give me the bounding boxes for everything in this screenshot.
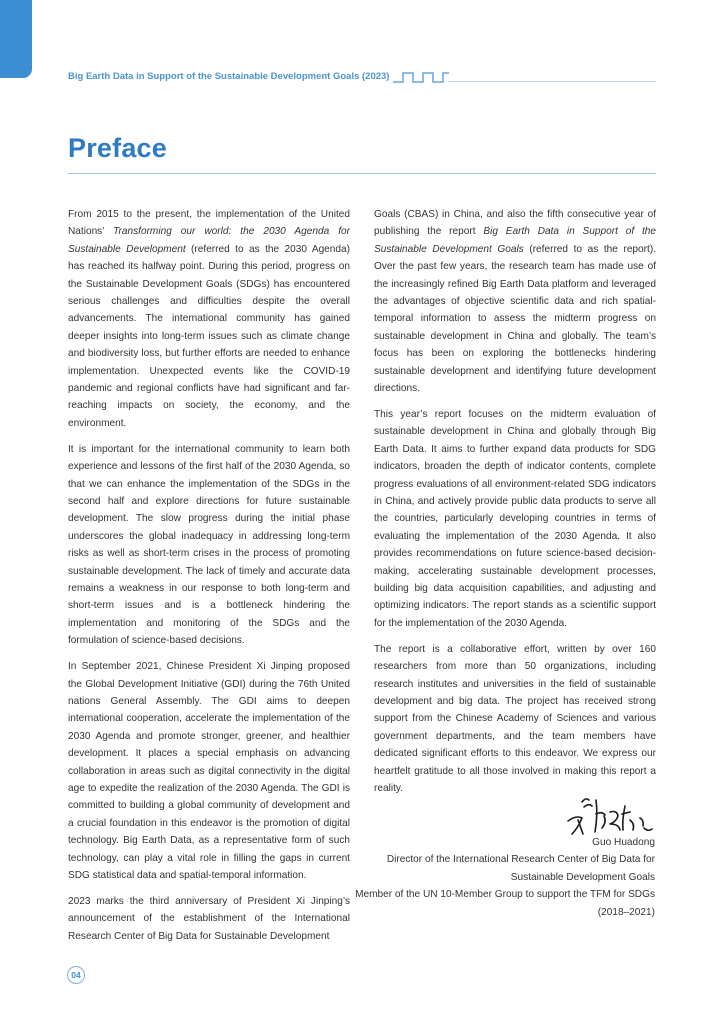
paragraph: This year’s report focuses on the midterm evaluation of sustainable development in China and globally through Big Earth Data. It aims to further expand data products for SDG indicators, broaden the depth of indicator contents, complete progress evaluations of all environment-related SDG indicators in China, and actively provide public data products to serve all the countries, particularly developing countries in terms of evaluating the implementation of the 2030 Agenda. It also provides recommendations on future science-based decision-making, accelerating sustainable development processes, building big data acquisition capabilities, and adjusting and optimizing indicators. The report stands as a scientific support for the implementation of the 2030 Agenda. [374,408,656,629]
left-column [68,206,350,954]
header-divider [448,81,656,82]
signatory-role: Director of the International Research Center of Big Data for Sustainable Development Goals [386,854,655,883]
page-title: Preface [68,133,167,163]
paragraph: Goals (CBAS) in China, and also the fifth consecutive year of publishing the report Big Earth Data in Support of the Sustainable Development Goals (referred to as the report). Over the past few years, the research team has made use of the increasingly refined Big Earth Data platform and leveraged the advantages of objective scientific data and rich spatial-temporal information to assess the midterm progress on sustainable development in China and globally. The team’s focus has been on exploring the bottlenecks hindering sustainable development and identifying future development directions. [374,209,656,395]
paragraph: In September 2021, Chinese President Xi Jinping proposed the Global Development Initiative (GDI) during the 76th United nations General Assembly. The GDI aims to deepen international cooperation, accelerate the implementation of the 2030 Agenda and promote stronger, greener, and healthier development. It places a special emphasis on advancing collaboration in areas such as digital connectivity in the digital age to expedite the realization of the 2030 Agenda. The GDI is committed to building a global community of development and a crucial foundation in this endeavor is the promotion of digital technology. Big Earth Data, as a representative form of such technology, can play a vital role in filling the gaps in current SDG statistical data and spatial-temporal information. [68,661,350,882]
corner-tab-decoration [0,0,32,78]
running-header [68,70,656,86]
signatory-role: Member of the UN 10-Member Group to support the TFM for SDGs (2018–2021) [355,889,655,918]
paragraph: The report is a collaborative effort, written by over 160 researchers from more than 50 organizations, including research institutes and universities in the field of sustainable development and big data. The project has received strong support from the Chinese Academy of Sciences and various government departments, and the team members have dedicated significant efforts to this endeavor. We express our heartfelt gratitude to all those involved in making this report a reality. [374,643,656,794]
title-divider [68,173,656,174]
right-column [374,206,656,806]
running-title: Big Earth Data in Support of the Sustainable Development Goals (2023) [68,71,390,82]
signature-block [335,834,655,921]
header-wave-decoration [393,70,449,84]
page-number: 04 [67,966,85,984]
paragraph: From 2015 to the present, the implementation of the United Nations’ Transforming our world: the 2030 Agenda for Sustainable Development (referred to as the 2030 Agenda) has reached its halfway point. During this period, progress on the Sustainable Development Goals (SDGs) has encountered serious challenges and difficulties despite the overall advancements. The international community has gained deeper insights into long-term issues such as climate change and biodiversity loss, but further efforts are needed to enhance implementation. Unexpected events like the COVID-19 pandemic and regional conflicts have had significant and far-reaching impacts on society, the economy, and the environment. [68,209,350,429]
paragraph: 2023 marks the third anniversary of President Xi Jinping’s announcement of the establishment of the International Research Center of Big Data for Sustainable Development [68,895,350,942]
signatory-name: Guo Huadong [592,837,655,848]
paragraph: It is important for the international community to learn both experience and lessons of the first half of the 2030 Agenda, so that we can enhance the implementation of the SDGs in the second half and explore directions for future sustainable development. The slow progress during the initial phase underscores the global inadequacy in addressing long-term risks as well as short-term crises in the process of promoting sustainable development. The lack of timely and accurate data remains a weakness in our response to both long-term and short-term issues and is a bottleneck hindering the implementation and monitoring of the SDGs and the formulation of science-based decisions. [68,443,350,647]
